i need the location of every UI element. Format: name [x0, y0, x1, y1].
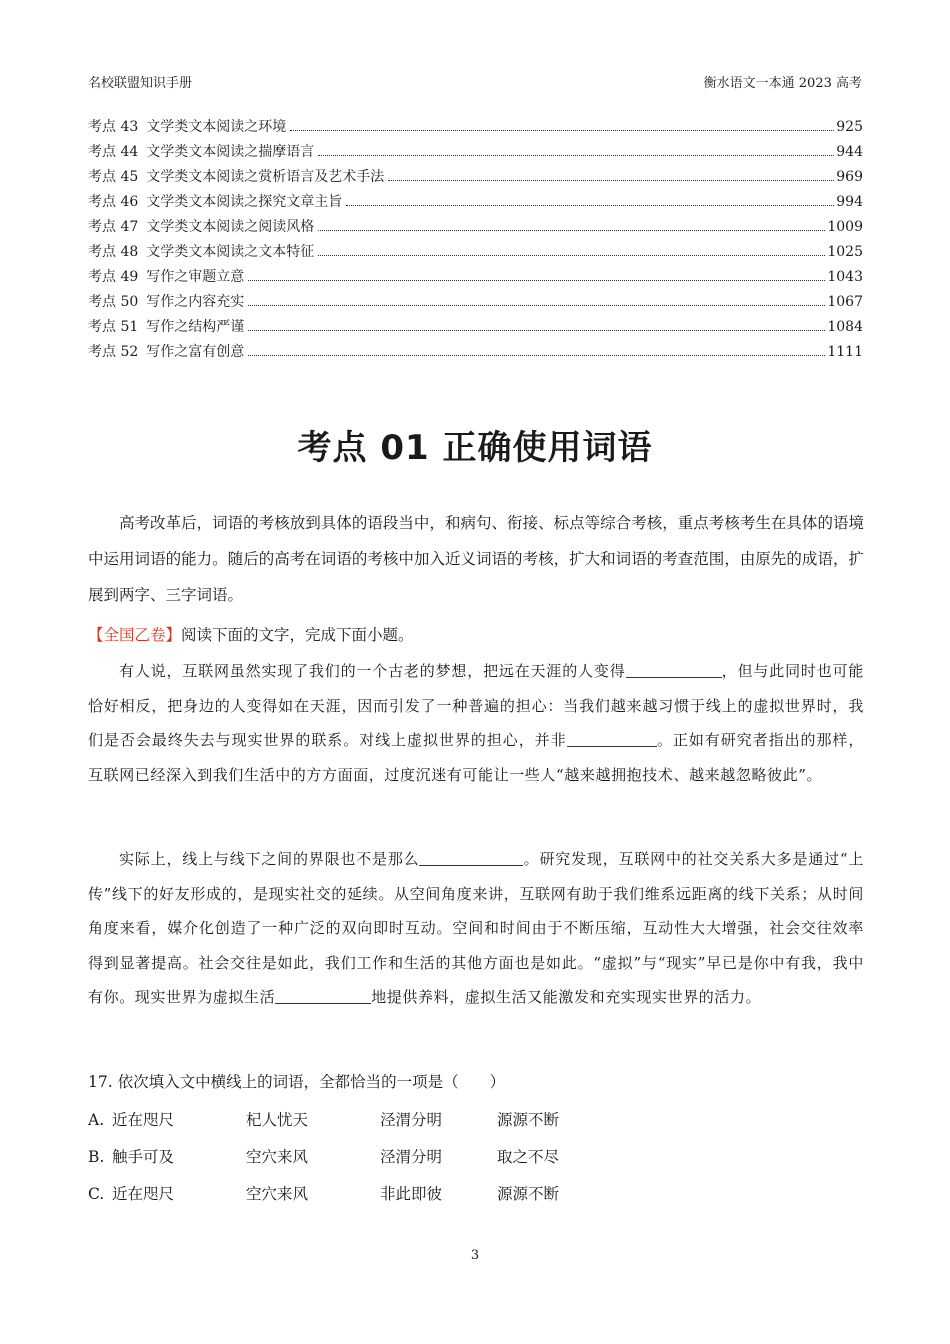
toc-dot-leader — [248, 354, 825, 356]
toc-entry — [88, 165, 863, 190]
toc-entry-page: 1025 — [827, 244, 863, 260]
toc-entry-title: 写作之内容充实 — [146, 294, 245, 310]
option-word: 近在咫尺 — [112, 1111, 175, 1129]
toc-entry-page: 994 — [836, 194, 863, 210]
toc-entry-page: 1009 — [827, 219, 863, 235]
toc-entry-page: 925 — [836, 119, 863, 135]
option-word: 空穴来风 — [246, 1185, 309, 1203]
toc-entry — [88, 265, 863, 290]
toc-entry-number: 考点 46 — [88, 194, 139, 210]
toc-entry-number: 考点 48 — [88, 244, 139, 260]
intro-paragraph: 高考改革后，词语的考核放到具体的语段当中，和病句、衔接、标点等综合考核，重点考核考生在具体的语境中运用词语的能力。随后的高考在词语的考核中加入近义词语的考核，扩大和词语的考查范围，由原先的成语，扩展到两字、三字词语。 — [88, 514, 864, 604]
toc-entry-number: 考点 51 — [88, 319, 139, 335]
answer-options — [88, 1105, 864, 1216]
fill-blank-4 — [275, 987, 371, 1004]
toc-entry-number: 考点 52 — [88, 344, 139, 360]
exercise-instruction: 阅读下面的文字，完成下面小题。 — [181, 626, 414, 644]
toc-dot-leader — [248, 329, 825, 331]
toc-dot-leader — [388, 179, 834, 181]
passage-text: 。研究发现，互联网中的社交关系大多是通过“上传”线下的好友形成的，是现实社交的延续。从空间角度来讲，互联网有助于我们维系远距离的线下关系；从时间角度来看，媒介化创造了一种广泛的双向即时互动。空间和时间由于不断压缩，互动性大大增强，社会交往效率得到显著提高。社会交往是如此，我们工作和生活的其他方面也是如此。“虚拟”与“现实”早已是你中有我，我中有你。现实世界为虚拟生活 — [88, 850, 865, 1006]
toc-entry-number: 考点 45 — [88, 169, 139, 185]
option-word: 近在咫尺 — [112, 1185, 175, 1203]
option-a[interactable] — [88, 1105, 864, 1142]
toc-entry-title: 文学类文本阅读之赏析语言及艺术手法 — [146, 169, 385, 185]
option-word: 泾渭分明 — [380, 1111, 443, 1129]
toc-entry — [88, 140, 863, 165]
table-of-contents — [88, 115, 863, 365]
toc-entry-page: 969 — [836, 169, 863, 185]
passage-paragraph-2 — [88, 842, 864, 1015]
option-word: 杞人忧天 — [246, 1111, 309, 1129]
toc-entry-title: 文学类文本阅读之探究文章主旨 — [146, 194, 343, 210]
option-label: A. — [88, 1111, 105, 1129]
toc-dot-leader — [290, 129, 834, 131]
toc-entry — [88, 215, 863, 240]
header-left-text: 名校联盟知识手册 — [88, 75, 193, 91]
passage-text: 地提供养料，虚拟生活又能激发和充实现实世界的活力。 — [371, 988, 762, 1006]
toc-entry-title: 文学类文本阅读之阅读风格 — [146, 219, 315, 235]
toc-entry-number: 考点 50 — [88, 294, 139, 310]
toc-entry — [88, 115, 863, 140]
page-number: 3 — [470, 1248, 480, 1263]
toc-entry-page: 1067 — [827, 294, 863, 310]
toc-entry-title: 文学类文本阅读之揣摩语言 — [146, 144, 315, 160]
toc-dot-leader — [318, 229, 825, 231]
option-word: 空穴来风 — [246, 1148, 309, 1166]
option-word: 源源不断 — [497, 1185, 560, 1203]
page-header — [88, 69, 862, 93]
toc-entry-title: 写作之结构严谨 — [146, 319, 245, 335]
passage-paragraph-1 — [88, 654, 864, 792]
option-b[interactable] — [88, 1142, 864, 1179]
toc-entry-page: 1111 — [827, 344, 863, 360]
toc-entry — [88, 290, 863, 315]
option-word: 取之不尽 — [497, 1148, 560, 1166]
toc-entry-page: 1043 — [827, 269, 863, 285]
question-stem: 17. 依次填入文中横线上的词语，全都恰当的一项是（ ） — [88, 1073, 506, 1091]
section-title: 考点 01 正确使用词语 — [297, 428, 653, 468]
toc-dot-leader — [346, 204, 834, 206]
passage-text: 有人说，互联网虽然实现了我们的一个古老的梦想，把远在天涯的人变得 — [119, 662, 626, 680]
toc-entry — [88, 240, 863, 265]
exercise-source-line — [88, 620, 864, 650]
toc-entry-page: 1084 — [827, 319, 863, 335]
toc-entry — [88, 190, 863, 215]
toc-entry — [88, 315, 863, 340]
option-label: B. — [88, 1148, 105, 1166]
fill-blank-2 — [567, 730, 657, 747]
toc-dot-leader — [248, 279, 825, 281]
header-right-text: 衡水语文一本通 2023 高考 — [703, 75, 862, 91]
toc-entry-title: 写作之审题立意 — [146, 269, 245, 285]
option-c[interactable] — [88, 1179, 864, 1216]
toc-entry-title: 写作之富有创意 — [146, 344, 245, 360]
fill-blank-3 — [419, 849, 523, 866]
toc-entry-number: 考点 44 — [88, 144, 139, 160]
option-word: 源源不断 — [497, 1111, 560, 1129]
option-word: 泾渭分明 — [380, 1148, 443, 1166]
toc-entry-title: 文学类文本阅读之文本特征 — [146, 244, 315, 260]
toc-entry — [88, 340, 863, 365]
passage-text: 。正如有研究者指出的那样，互联网已经深入到我们生活中的方方面面，过度沉迷有可能让一些人“越来越拥抱技术、越来越忽略彼此”。 — [88, 731, 864, 784]
passage-text: 实际上，线上与线下之间的界限也不是那么 — [119, 850, 420, 868]
source-tag: 【全国乙卷】 — [88, 626, 182, 644]
toc-entry-number: 考点 43 — [88, 119, 139, 135]
fill-blank-1 — [626, 661, 722, 678]
toc-entry-number: 考点 47 — [88, 219, 139, 235]
toc-dot-leader — [318, 154, 834, 156]
toc-entry-title: 文学类文本阅读之环境 — [146, 119, 287, 135]
option-label: C. — [88, 1185, 105, 1203]
passage-text: ，但与此同时也可能恰好相反，把身边的人变得如在天涯，因而引发了一种普遍的担心：当我们越来越习惯于线上的虚拟世界时，我们是否会最终失去与现实世界的联系。对线上虚拟世界的担心，并非 — [88, 662, 865, 749]
toc-entry-page: 944 — [836, 144, 863, 160]
toc-dot-leader — [248, 304, 825, 306]
toc-dot-leader — [318, 254, 825, 256]
option-word: 非此即彼 — [380, 1185, 443, 1203]
toc-entry-number: 考点 49 — [88, 269, 139, 285]
option-word: 触手可及 — [112, 1148, 175, 1166]
